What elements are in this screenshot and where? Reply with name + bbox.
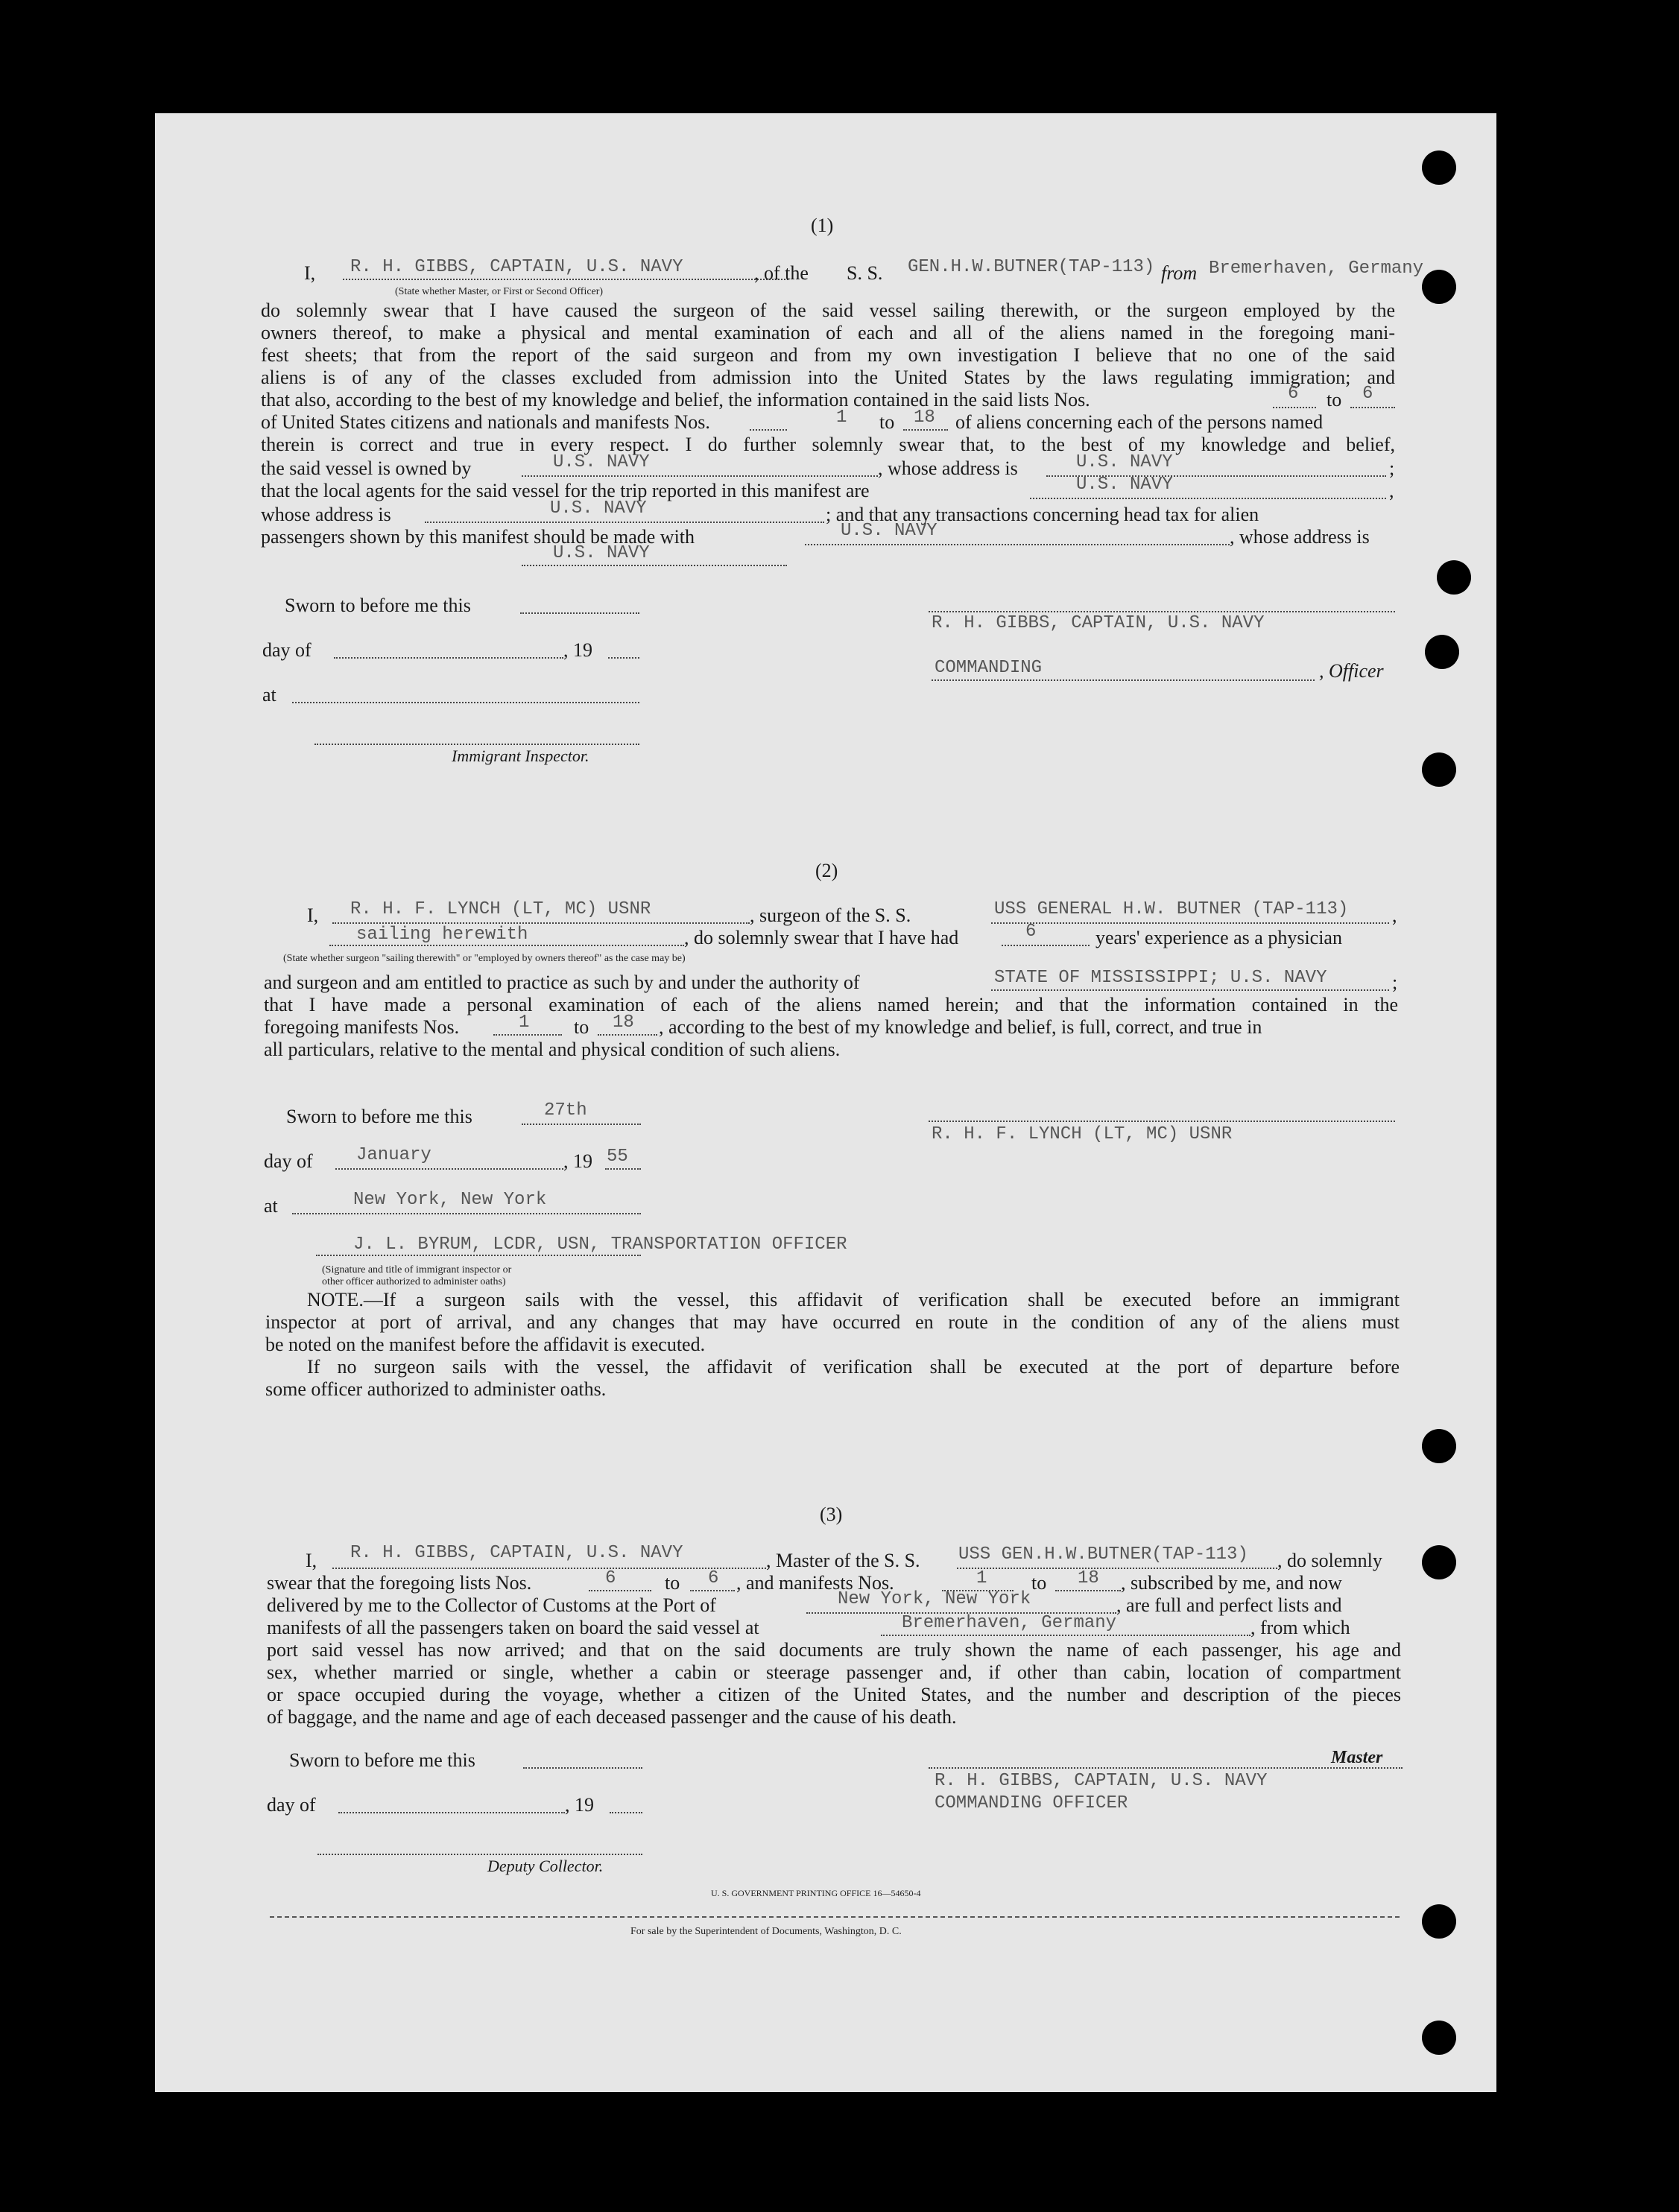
- s1-headtax-line: [805, 544, 1230, 545]
- s2-transport-officer: J. L. BYRUM, LCDR, USN, TRANSPORTATION OFFICER: [353, 1235, 847, 1255]
- s2-place: New York, New York: [353, 1190, 547, 1210]
- s1-lists-from-line: [1273, 407, 1316, 408]
- s1-owner-addr: U.S. NAVY: [1076, 452, 1173, 472]
- s2-sailing: sailing herewith: [356, 925, 528, 945]
- section-3-number: (3): [820, 1503, 843, 1525]
- s2-sig-line: [929, 1121, 1395, 1122]
- s3-port: New York, New York: [838, 1589, 1031, 1609]
- footer-sale-note: For sale by the Superintendent of Documents, Washington, D. C.: [630, 1926, 902, 1937]
- s3-lists-to-line: [690, 1590, 735, 1591]
- s2-month-line: [335, 1168, 563, 1170]
- s2-authority-label: and surgeon and am entitled to practice as such by and under the authority of: [264, 972, 860, 993]
- punch-hole: [1422, 150, 1456, 185]
- s2-note-2: inspector at port of arrival, and any changes that may have occurred en route in the condition of any of the aliens must: [265, 1311, 1400, 1333]
- s2-signature: R. H. F. LYNCH (LT, MC) USNR: [932, 1124, 1233, 1144]
- s3-subscribed: , subscribed by me, and now: [1121, 1572, 1342, 1594]
- s1-line-6b: of aliens concerning each of the persons named: [955, 411, 1324, 433]
- s1-master-name: R. H. GIBBS, CAPTAIN, U.S. NAVY: [350, 257, 683, 277]
- s3-collector-label: Deputy Collector.: [487, 1857, 604, 1875]
- s1-headtax: U.S. NAVY: [841, 521, 937, 541]
- s1-day-line: [334, 657, 563, 659]
- s1-whose-address-2: , whose address is: [1230, 526, 1370, 548]
- s2-officer-hint-2: other officer authorized to administer oaths): [322, 1276, 506, 1287]
- s3-sworn: Sworn to before me this: [289, 1749, 475, 1771]
- s1-lists-to-line: [1350, 407, 1395, 408]
- s1-sworn-line: [520, 612, 639, 614]
- s2-authority: STATE OF MISSISSIPPI; U.S. NAVY: [994, 968, 1327, 988]
- s3-master-of: , Master of the S. S.: [766, 1550, 920, 1571]
- s1-comma-1: ,: [1389, 480, 1394, 501]
- s2-at-line: [292, 1213, 641, 1214]
- s1-ss: S. S.: [847, 262, 883, 284]
- s3-man-to: 18: [1078, 1568, 1099, 1588]
- s1-sworn: Sworn to before me this: [285, 595, 471, 616]
- punch-hole: [1437, 560, 1471, 595]
- s2-note-5: some officer authorized to administer oaths.: [265, 1378, 607, 1400]
- s3-signature-1: R. H. GIBBS, CAPTAIN, U.S. NAVY: [935, 1771, 1268, 1791]
- s2-at: at: [264, 1195, 278, 1217]
- gpo-imprint: U. S. GOVERNMENT PRINTING OFFICE 16—54650-4: [711, 1888, 921, 1898]
- s1-from-port: Bremerhaven, Germany: [1209, 259, 1424, 279]
- s2-years: 6: [1025, 922, 1037, 942]
- s1-headtax-label: passengers shown by this manifest should be made with: [261, 526, 695, 548]
- s1-year-19: , 19: [563, 639, 592, 661]
- punch-hole: [1422, 270, 1456, 304]
- s3-master-label: Master: [1331, 1748, 1383, 1767]
- s3-line-7: or space occupied during the voyage, whether a citizen of the United States, and the number and description of the pieces: [267, 1684, 1401, 1705]
- s3-solemnly: , do solemnly: [1277, 1550, 1382, 1571]
- s1-at-line: [292, 702, 639, 703]
- s2-vessel-line: [991, 922, 1389, 924]
- s3-man-to-label: to: [1031, 1572, 1047, 1594]
- s1-vessel: GEN.H.W.BUTNER(TAP-113): [908, 257, 1155, 277]
- punch-hole: [1422, 2021, 1456, 2055]
- s3-line-8: of baggage, and the name and age of each deceased passenger and the cause of his death.: [267, 1706, 957, 1728]
- s3-taken-on-board: manifests of all the passengers taken on board the said vessel at: [267, 1617, 759, 1638]
- s2-surgeon-name: R. H. F. LYNCH (LT, MC) USNR: [350, 899, 651, 919]
- s2-day-of: day of: [264, 1150, 313, 1172]
- s1-man-to-line: [903, 429, 948, 431]
- section-1-number: (1): [811, 215, 834, 236]
- s2-man-from-line: [493, 1034, 562, 1036]
- s2-line-6: all particulars, relative to the mental and physical condition of such aliens.: [264, 1039, 841, 1060]
- s1-owner: U.S. NAVY: [553, 452, 650, 472]
- s3-i: I,: [306, 1550, 317, 1571]
- s2-note-4: If no surgeon sails with the vessel, the affidavit of verification shall be executed at the port of departure before: [307, 1356, 1400, 1378]
- s2-experience: years' experience as a physician: [1095, 927, 1342, 948]
- s1-headtax-addr: U.S. NAVY: [553, 543, 650, 563]
- s3-delivered: delivered by me to the Collector of Customs at the Port of: [267, 1594, 716, 1616]
- s2-semi: ;: [1392, 972, 1398, 993]
- s1-name-line: [343, 279, 788, 280]
- s1-owned-by: the said vessel is owned by: [261, 457, 472, 479]
- s2-sworn-day: 27th: [544, 1100, 587, 1121]
- s2-vessel: USS GENERAL H.W. BUTNER (TAP-113): [994, 899, 1349, 919]
- s2-man-to: 18: [613, 1012, 634, 1033]
- s1-commanding: COMMANDING: [935, 658, 1043, 678]
- s3-sworn-line: [523, 1767, 642, 1769]
- s2-line-4: that I have made a personal examination of each of the aliens named herein; and that the information contained in the: [264, 994, 1398, 1015]
- s1-day-of: day of: [262, 639, 312, 661]
- s3-lists-from: 6: [605, 1568, 616, 1588]
- punch-hole: [1422, 752, 1456, 787]
- s1-of-the: , of the: [754, 262, 809, 284]
- s3-full-perfect: , are full and perfect lists and: [1116, 1594, 1342, 1616]
- s3-signature-2: COMMANDING OFFICER: [935, 1793, 1128, 1813]
- s1-agents-addr: U.S. NAVY: [550, 498, 647, 519]
- s1-line-2: owners thereof, to make a physical and mental examination of each and all of the aliens named in the foregoing mani-: [261, 322, 1395, 343]
- s1-year-line: [608, 657, 639, 659]
- s2-note-3: be noted on the manifest before the affidavit is executed.: [265, 1334, 706, 1355]
- s1-signature: R. H. GIBBS, CAPTAIN, U.S. NAVY: [932, 613, 1265, 633]
- punch-hole: [1422, 1904, 1456, 1939]
- s2-swear: , do solemnly swear that I have had: [684, 927, 959, 948]
- s2-comma: ,: [1392, 904, 1397, 926]
- s2-man-to-line: [598, 1034, 657, 1036]
- s1-line-3: fest sheets; that from the report of the said surgeon and from my own investigation I believe that no one of the said: [261, 344, 1395, 366]
- s1-agents-addr-line: [425, 522, 824, 523]
- s3-manifests-label: , and manifests Nos.: [736, 1572, 894, 1594]
- s3-boarded: Bremerhaven, Germany: [902, 1613, 1117, 1633]
- s1-local-agents: that the local agents for the said vessel for the trip reported in this manifest are: [261, 480, 870, 501]
- s1-agents-line: [1030, 498, 1386, 499]
- s1-man-from-line: [750, 429, 787, 431]
- s1-whose-address: , whose address is: [878, 457, 1018, 479]
- s3-vessel: USS GEN.H.W.BUTNER(TAP-113): [958, 1544, 1248, 1565]
- s2-manifests-label: foregoing manifests Nos.: [264, 1016, 460, 1038]
- s3-lists-from-line: [589, 1590, 651, 1591]
- s2-sailing-hint: (State whether surgeon "sailing therewith" or "employed by owners thereof" as the case may be): [283, 953, 686, 964]
- s1-line-4: aliens is of any of the classes excluded from admission into the United States by the laws regulating immigration; and: [261, 367, 1395, 388]
- s1-to: to: [1327, 389, 1342, 411]
- s3-from-which: , from which: [1250, 1617, 1350, 1638]
- s2-surgeon-of: , surgeon of the S. S.: [750, 904, 911, 926]
- s1-i: I,: [304, 262, 316, 284]
- s2-authority-line: [991, 989, 1389, 991]
- s1-agents-address: whose address is: [261, 504, 391, 525]
- punch-hole: [1422, 1429, 1456, 1463]
- s3-lists-to: 6: [708, 1568, 719, 1588]
- footer-rule: [270, 1916, 1400, 1918]
- s3-line-6: sex, whether married or single, whether a cabin or steerage passenger and, if other than cabin, location of compartment: [267, 1661, 1401, 1683]
- s1-lists-to: 6: [1362, 384, 1373, 404]
- s2-years-line: [1002, 945, 1090, 946]
- s2-i: I,: [307, 904, 319, 926]
- section-2-number: (2): [815, 860, 838, 881]
- s2-officer-hint-1: (Signature and title of immigrant inspector or: [322, 1264, 512, 1275]
- s3-year-19: , 19: [565, 1794, 594, 1816]
- s3-man-from: 1: [976, 1568, 987, 1588]
- s3-line-5: port said vessel has now arrived; and that on the said documents are truly shown the name of each passenger, his age and: [267, 1639, 1401, 1661]
- s3-year-line: [610, 1812, 642, 1813]
- s1-line-7: therein is correct and true in every respect. I do further solemnly swear that, to the best of my knowledge and belief,: [261, 434, 1395, 455]
- s1-headtax-addr-line: [522, 565, 787, 566]
- s3-master-name: R. H. GIBBS, CAPTAIN, U.S. NAVY: [350, 1543, 683, 1563]
- s2-man-from: 1: [519, 1012, 530, 1033]
- s2-note-1: NOTE.—If a surgeon sails with the vessel, this affidavit of verification shall be executed before an immigrant: [307, 1289, 1400, 1311]
- s3-lists-label: swear that the foregoing lists Nos.: [267, 1572, 532, 1594]
- s1-line-1: do solemnly swear that I have caused the surgeon of the said vessel sailing therewith, or the surgeon employed by the: [261, 300, 1395, 321]
- s1-owner-line: [522, 475, 878, 477]
- s2-year: 55: [607, 1147, 628, 1167]
- s3-man-to-line: [1055, 1590, 1121, 1591]
- s1-at: at: [262, 684, 276, 706]
- s1-agents: U.S. NAVY: [1076, 475, 1173, 495]
- s2-to: to: [574, 1016, 589, 1038]
- s1-from-label: from: [1161, 262, 1198, 284]
- s1-officer-label: , Officer: [1319, 660, 1384, 682]
- punch-hole: [1425, 635, 1459, 669]
- s2-line-5b: , according to the best of my knowledge and belief, is full, correct, and true in: [659, 1016, 1262, 1038]
- s3-name-line: [332, 1568, 766, 1569]
- s1-man-to-label: to: [879, 411, 895, 433]
- s1-man-from: 1: [836, 408, 847, 428]
- s1-line-6: of United States citizens and nationals and manifests Nos.: [261, 411, 710, 433]
- s1-headtax-clause: ; and that any transactions concerning head tax for alien: [826, 504, 1259, 525]
- s2-sworn-line: [522, 1124, 641, 1125]
- s3-day-of: day of: [267, 1794, 316, 1816]
- s3-vessel-line: [957, 1568, 1277, 1569]
- s1-officer-line: [932, 679, 1315, 681]
- s2-year-19: , 19: [563, 1150, 592, 1172]
- s2-sworn: Sworn to before me this: [286, 1106, 472, 1127]
- s2-month: January: [356, 1145, 431, 1165]
- s1-semi-1: ;: [1389, 457, 1395, 479]
- s2-year-line: [605, 1168, 641, 1170]
- s3-to: to: [665, 1572, 680, 1594]
- s1-man-to: 18: [914, 408, 935, 428]
- s3-day-line: [338, 1812, 565, 1813]
- s1-inspector-label: Immigrant Inspector.: [452, 747, 589, 765]
- s1-master-hint: (State whether Master, or First or Second Officer): [395, 286, 604, 297]
- s1-line-5: that also, according to the best of my knowledge and belief, the information contained in the said lists Nos.: [261, 389, 1090, 411]
- s1-lists-from: 6: [1288, 384, 1299, 404]
- punch-hole: [1422, 1545, 1456, 1579]
- s3-boarded-line: [881, 1635, 1250, 1636]
